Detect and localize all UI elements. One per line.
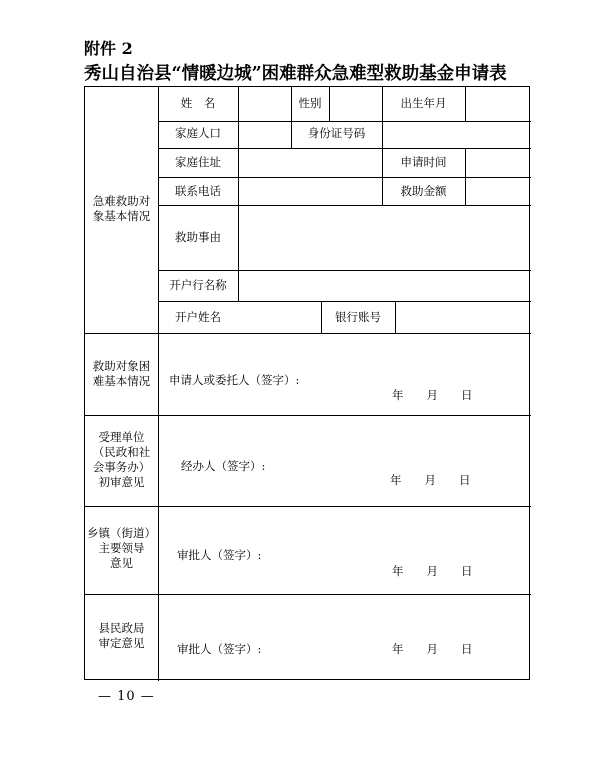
label-line: 意见 bbox=[110, 556, 133, 570]
label-line: 会事务办） bbox=[92, 460, 151, 474]
label-line: 主要领导 bbox=[98, 541, 145, 555]
label-line: 乡镇（街道） bbox=[87, 526, 156, 540]
row-line bbox=[158, 270, 531, 271]
applicant-signature-label: 申请人或委托人（签字）: bbox=[169, 373, 300, 387]
col-line bbox=[395, 301, 396, 333]
account-no-label: 银行账号 bbox=[335, 310, 381, 324]
label-line: 受理单位 bbox=[98, 430, 145, 444]
family-size-label: 家庭人口 bbox=[175, 126, 221, 140]
attachment-label: 附件 2 bbox=[84, 39, 133, 58]
section-bureau-label bbox=[85, 621, 158, 651]
row-line bbox=[158, 177, 531, 178]
label-line: 初审意见 bbox=[98, 475, 145, 489]
section-line bbox=[85, 594, 531, 595]
bank-name-label: 开户行名称 bbox=[169, 278, 227, 292]
section-line bbox=[85, 333, 531, 334]
section-basic-label bbox=[85, 194, 158, 224]
label-line: 审定意见 bbox=[98, 636, 145, 650]
row-line bbox=[158, 301, 531, 302]
account-name-label: 开户姓名 bbox=[175, 310, 221, 324]
col-line bbox=[238, 87, 239, 301]
handler-signature-label: 经办人（签字）: bbox=[181, 459, 266, 473]
label-line: 县民政局 bbox=[98, 621, 145, 635]
section-accept-label bbox=[85, 430, 158, 490]
date-label: 年 月 日 bbox=[390, 473, 471, 487]
apply-time-label: 申请时间 bbox=[400, 155, 447, 169]
row-line bbox=[158, 205, 531, 206]
col-line bbox=[329, 87, 330, 121]
section-line bbox=[85, 506, 531, 507]
label-line: 象基本情况 bbox=[92, 209, 151, 223]
date-label: 年 月 日 bbox=[392, 642, 473, 656]
label-line: 急难救助对 bbox=[92, 194, 151, 208]
id-number-label: 身份证号码 bbox=[307, 126, 366, 140]
amount-label: 救助金额 bbox=[400, 184, 447, 198]
birth-label: 出生年月 bbox=[400, 96, 447, 110]
row-line bbox=[158, 148, 531, 149]
section-difficulty-label bbox=[85, 359, 158, 389]
form-title: 秀山自治县“情暖边城”困难群众急难型救助基金申请表 bbox=[84, 64, 507, 84]
section-town-label bbox=[85, 526, 158, 571]
gender-label: 性别 bbox=[298, 96, 322, 110]
date-label: 年 月 日 bbox=[392, 564, 473, 578]
reason-label: 救助事由 bbox=[175, 230, 221, 244]
approver-signature-label: 审批人（签字）: bbox=[177, 548, 262, 562]
label-line: 救助对象困 bbox=[92, 359, 151, 373]
label-line: （民政和社 bbox=[92, 445, 151, 459]
col-line bbox=[465, 87, 466, 121]
phone-label: 联系电话 bbox=[175, 184, 221, 198]
application-form-table bbox=[84, 86, 530, 680]
label-line: 难基本情况 bbox=[92, 374, 151, 388]
col-line bbox=[382, 121, 383, 148]
row-line bbox=[158, 121, 531, 122]
address-label: 家庭住址 bbox=[175, 155, 221, 169]
section-line bbox=[85, 415, 531, 416]
page-number: — 10 — bbox=[98, 689, 155, 704]
approver-signature-label: 审批人（签字）: bbox=[177, 642, 262, 656]
col-line bbox=[465, 148, 466, 205]
date-label: 年 月 日 bbox=[392, 388, 473, 402]
name-label: 姓 名 bbox=[180, 96, 216, 110]
label-column-line bbox=[158, 87, 159, 681]
